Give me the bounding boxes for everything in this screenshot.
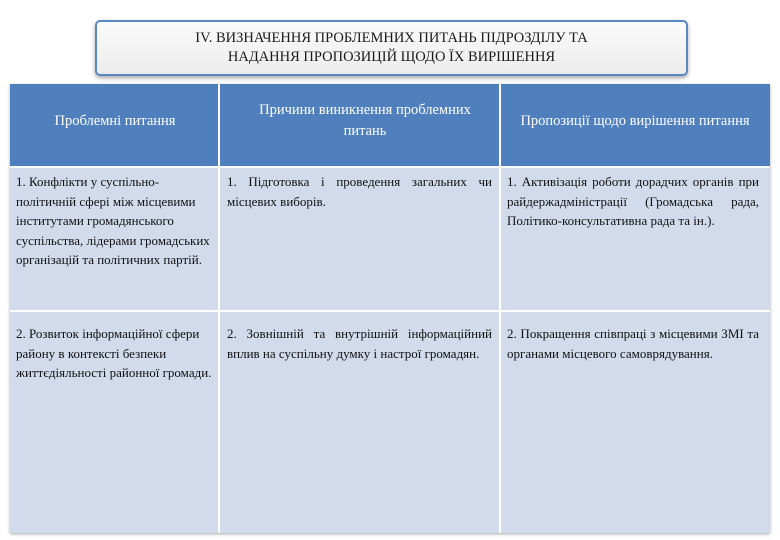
row-divider xyxy=(10,166,770,168)
table-cell-problem: 2. Розвиток інформаційної сфери району в контексті безпеки життєдіяльності районної громади. xyxy=(16,326,212,380)
page-title-line-1: IV. ВИЗНАЧЕННЯ ПРОБЛЕМНИХ ПИТАНЬ ПІДРОЗДІЛУ ТА xyxy=(195,30,588,46)
column-header-proposals: Пропозиції щодо вирішення питання xyxy=(520,112,750,129)
column-header-causes: Причини виникнення проблемних питань xyxy=(259,102,471,139)
table-cell-cause: 2. Зовнішній та внутрішній інформаційний вплив на суспільну думку і настрої громадян. xyxy=(227,326,492,361)
table-cell-proposal: 2. Покращення співпраці з місцевими ЗМІ та органами місцевого самоврядування. xyxy=(507,326,759,361)
table-cell-problem: 1. Конфлікти у суспільно-політичній сфері між місцевими інститутами громадянського суспільства, лідерами громадських організацій та політичних партій. xyxy=(16,174,210,267)
problems-table xyxy=(10,84,770,533)
page-title xyxy=(95,20,688,76)
column-divider xyxy=(218,84,220,533)
column-divider xyxy=(499,84,501,533)
table-cell-proposal: 1. Активізація роботи дорадчих органів при райдержадміністрації (Громадська рада, Політико-консультативна рада та ін.). xyxy=(507,174,759,228)
column-header-problems: Проблемні питання xyxy=(54,112,176,129)
page-title-line-2: НАДАННЯ ПРОПОЗИЦІЙ ЩОДО ЇХ ВИРІШЕННЯ xyxy=(227,49,556,65)
row-divider xyxy=(10,310,770,312)
table-cell-cause: 1. Підготовка і проведення загальних чи місцевих виборів. xyxy=(227,174,492,209)
table-header-row xyxy=(10,84,770,166)
